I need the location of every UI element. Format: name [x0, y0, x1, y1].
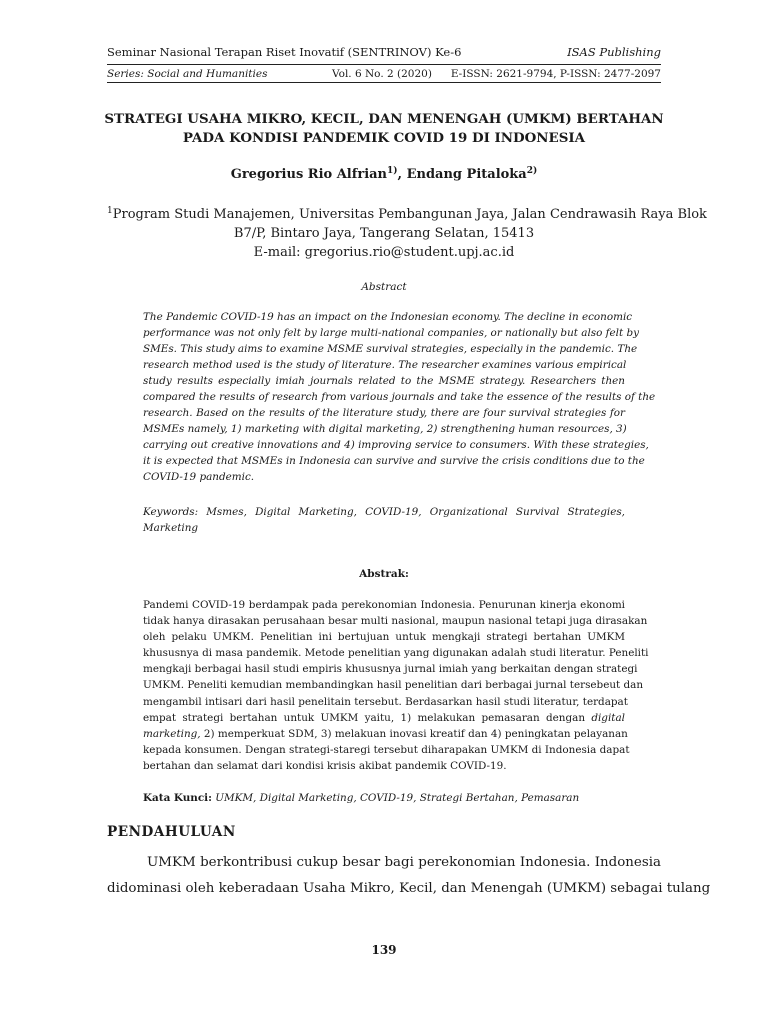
- abstract-line: carrying out creative innovations and 4) improving service to consumers. With these strategies,: [143, 439, 649, 451]
- section-heading: PENDAHULUAN: [107, 824, 236, 840]
- abstrak-line: khususnya di masa pandemik. Metode penelitian yang digunakan adalah studi literatur. Peneliti: [143, 647, 649, 660]
- body-line: didominasi oleh keberadaan Usaha Mikro, Kecil, dan Menengah (UMKM) sebagai tulang: [107, 881, 711, 896]
- abstrak-heading: Abstrak:: [359, 568, 409, 580]
- abstrak-text: empat strategi bertahan untuk UMKM yaitu, 1) melakukan pemasaran dengan: [143, 711, 586, 724]
- affiliation-mark: 1: [107, 206, 113, 216]
- kata-kunci-label: Kata Kunci:: [143, 792, 212, 804]
- body-line: UMKM berkontribusi cukup besar bagi perekonomian Indonesia. Indonesia: [147, 855, 661, 870]
- abstrak-line: kepada konsumen. Dengan strategi-staregi tersebut diharapakan UMKM di Indonesia dapat: [143, 743, 630, 756]
- author-affiliation-mark: 2): [526, 166, 538, 176]
- abstrak-line: tidak hanya dirasakan perusahaan besar multi nasional, maupun nasional tetapi juga dirasakan: [143, 615, 648, 628]
- series-label: Series: Social and Humanities: [107, 68, 268, 80]
- page-number: 139: [371, 943, 397, 957]
- keywords-line: Keywords: Msmes, Digital Marketing, COVID-19, Organizational Survival Strategies,: [143, 506, 625, 518]
- journal-info-bar: [107, 66, 661, 82]
- abstrak-italic-term: marketing,: [143, 727, 201, 740]
- author-name: Endang Pitaloka: [406, 167, 527, 182]
- title-line: STRATEGI USAHA MIKRO, KECIL, DAN MENENGAH (UMKM) BERTAHAN: [104, 111, 664, 127]
- header-rule-bottom: [107, 82, 661, 83]
- affiliation-block: [107, 205, 707, 262]
- author-list: [100, 166, 668, 184]
- abstract-line: research method used is the study of literature. The researcher examines various empirical: [143, 359, 627, 371]
- keywords: [143, 504, 625, 536]
- author-name: Gregorius Rio Alfrian: [230, 167, 388, 182]
- abstract-line: it is expected that MSMEs in Indonesia can survive and survive the crisis conditions due to the: [143, 455, 645, 467]
- abstract-line: research. Based on the results of the literature study, there are four survival strategies for: [143, 407, 625, 419]
- abstrak-italic-term: digital: [591, 711, 625, 724]
- author-email: E-mail: gregorius.rio@student.upj.ac.id: [253, 245, 515, 260]
- abstrak-line: mengkaji berbagai hasil studi empiris khususnya jurnal imiah yang berkaitan dengan strategi: [143, 663, 638, 676]
- abstrak-line: [143, 726, 628, 742]
- conference-name: Seminar Nasional Terapan Riset Inovatif (SENTRINOV) Ke-6: [107, 45, 462, 59]
- issn-label: E-ISSN: 2621-9794, P-ISSN: 2477-2097: [450, 68, 661, 80]
- volume-label: Vol. 6 No. 2 (2020): [332, 68, 432, 80]
- abstract-line: The Pandemic COVID-19 has an impact on the Indonesian economy. The decline in economic: [143, 311, 633, 323]
- abstract-line: study results especially imiah journals related to the MSME strategy. Researchers then: [143, 375, 625, 387]
- kata-kunci: [143, 790, 625, 806]
- abstract-body: [143, 309, 656, 485]
- running-header: [107, 44, 661, 60]
- section-body: [107, 850, 711, 902]
- abstract-line: COVID-19 pandemic.: [143, 471, 255, 483]
- title-line: PADA KONDISI PANDEMIK COVID 19 DI INDONESIA: [182, 130, 586, 146]
- abstrak-body: [143, 597, 649, 774]
- abstrak-line: [143, 710, 625, 726]
- header-rule-top: [107, 64, 661, 65]
- abstrak-line: bertahan dan selamat dari kondisi krisis akibat pandemik COVID-19.: [143, 759, 507, 772]
- publisher-name: ISAS Publishing: [567, 45, 661, 59]
- keywords-line: Marketing: [143, 522, 199, 534]
- paper-title: [100, 110, 668, 148]
- author-separator: ,: [397, 167, 407, 182]
- affiliation-line: Program Studi Manajemen, Universitas Pembangunan Jaya, Jalan Cendrawasih Raya Blok: [112, 207, 707, 222]
- abstrak-line: Pandemi COVID-19 berdampak pada perekonomian Indonesia. Penurunan kinerja ekonomi: [143, 599, 625, 611]
- abstract-line: performance was not only felt by large multi-national companies, or nationally but also felt by: [143, 327, 639, 339]
- abstract-line: SMEs. This study aims to examine MSME survival strategies, especially in the pandemic. The: [143, 343, 638, 355]
- kata-kunci-value: UMKM, Digital Marketing, COVID-19, Strategi Bertahan, Pemasaran: [211, 792, 580, 804]
- abstract-heading: Abstract: [361, 281, 407, 293]
- abstract-line: MSMEs namely, 1) marketing with digital marketing, 2) strengthening human resources, 3): [143, 423, 627, 435]
- author-affiliation-mark: 1): [387, 166, 398, 176]
- abstrak-line: mengambil intisari dari hasil penelitain tersebut. Berdasarkan hasil studi literatur, terdapat: [143, 695, 628, 708]
- abstrak-line: UMKM. Peneliti kemudian membandingkan hasil penelitian dari berbagai jurnal tersebeut dan: [143, 679, 644, 692]
- abstrak-text: 2) memperkuat SDM, 3) melakuan inovasi kreatif dan 4) peningkatan pelayanan: [200, 727, 628, 740]
- abstrak-line: oleh pelaku UMKM. Penelitian ini bertujuan untuk mengkaji strategi bertahan UMKM: [143, 631, 625, 644]
- abstract-line: compared the results of research from various journals and take the essence of the results of the: [143, 391, 656, 403]
- affiliation-line: B7/P, Bintaro Jaya, Tangerang Selatan, 15413: [233, 226, 535, 241]
